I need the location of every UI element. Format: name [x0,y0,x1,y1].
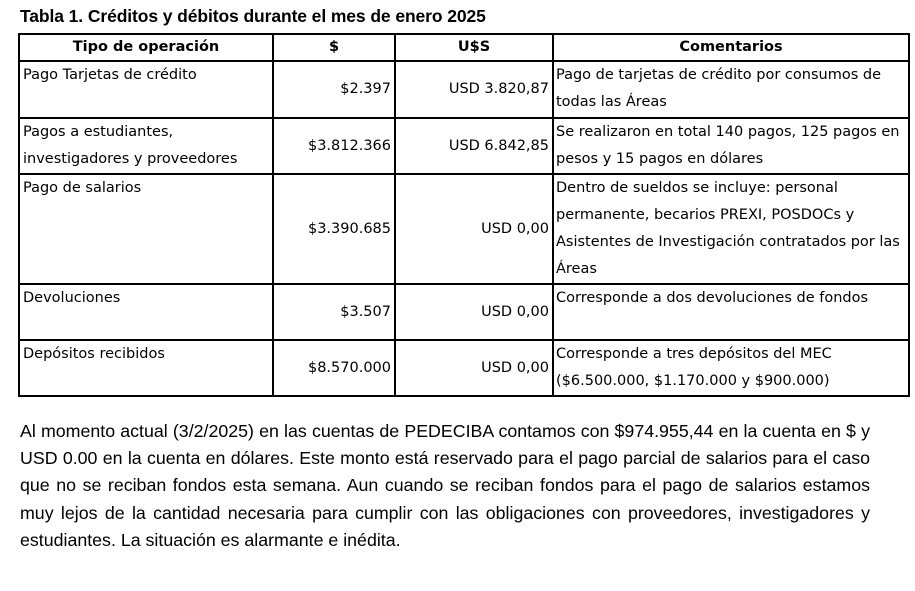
cell-pesos: $3.507 [273,284,395,340]
table-row [19,340,909,396]
cell-usd: USD 0,00 [395,174,553,284]
cell-usd: USD 0,00 [395,284,553,340]
cell-tipo: Depósitos recibidos [19,340,273,396]
cell-pesos: $3.390.685 [273,174,395,284]
cell-usd: USD 0,00 [395,340,553,396]
table-row [19,284,909,340]
cell-comentario: Corresponde a tres depósitos del MEC ($6.500.000, $1.170.000 y $900.000) [553,340,909,396]
cell-tipo: Pago Tarjetas de crédito [19,61,273,118]
cell-comentario: Se realizaron en total 140 pagos, 125 pagos en pesos y 15 pagos en dólares [553,118,909,174]
status-paragraph: Al momento actual (3/2/2025) en las cuentas de PEDECIBA contamos con $974.955,44 en la cuenta en $ y USD 0.00 en la cuenta en dólares. Este monto está reservado para el pago parcial de salarios para el caso que no se reciban fondos esta semana. Aun cuando se reciban fondos para el pago de salarios estamos muy lejos de la cantidad necesaria para cumplir con las obligaciones con proveedores, investigadores y estudiantes. La situación es alarmante e inédita. [20,421,870,550]
header-usd: U$S [395,34,553,61]
table-row [19,174,909,284]
header-pesos: $ [273,34,395,61]
cell-tipo: Pago de salarios [19,174,273,284]
cell-usd: USD 6.842,85 [395,118,553,174]
operations-table [18,33,910,397]
table-row [19,118,909,174]
header-comentarios: Comentarios [553,34,909,61]
table-header-row [19,34,909,61]
cell-tipo: Pagos a estudiantes, investigadores y proveedores [19,118,273,174]
cell-usd: USD 3.820,87 [395,61,553,118]
cell-comentario: Corresponde a dos devoluciones de fondos [553,284,909,340]
cell-pesos: $3.812.366 [273,118,395,174]
header-tipo: Tipo de operación [19,34,273,61]
cell-pesos: $2.397 [273,61,395,118]
cell-comentario: Pago de tarjetas de crédito por consumos de todas las Áreas [553,61,909,118]
cell-tipo: Devoluciones [19,284,273,340]
cell-pesos: $8.570.000 [273,340,395,396]
table-row [19,61,909,118]
table-title: Tabla 1. Créditos y débitos durante el mes de enero 2025 [20,6,486,26]
cell-comentario: Dentro de sueldos se incluye: personal permanente, becarios PREXI, POSDOCs y Asistentes de Investigación contratados por las Áreas [553,174,909,284]
